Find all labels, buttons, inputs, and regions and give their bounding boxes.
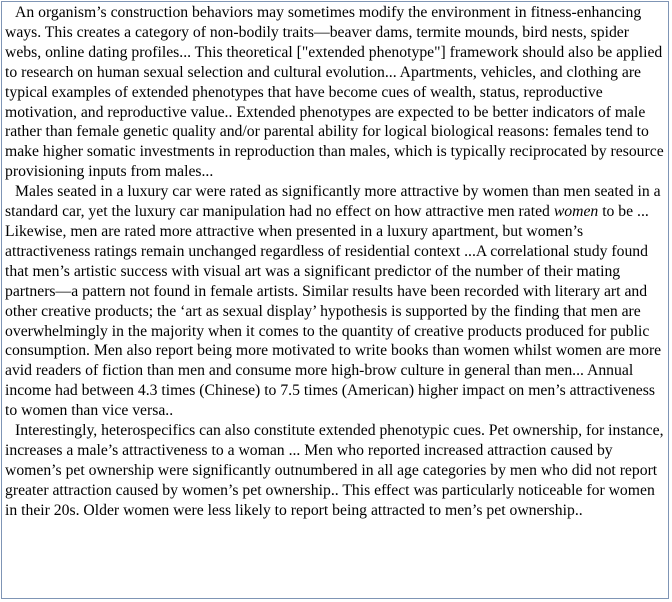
paragraph-2-text-start: Males seated in a luxury car were rated as significantly more attractive by women than men seated in a standard car, yet the luxury car manipulation had no effect on how attractive men rated bbox=[5, 183, 661, 221]
document-body bbox=[2, 2, 668, 521]
paragraph-3 bbox=[5, 421, 665, 521]
paragraph-1 bbox=[5, 3, 665, 182]
text-frame bbox=[1, 1, 669, 599]
paragraph-2-emphasis: women bbox=[553, 203, 599, 221]
paragraph-3-text: Interestingly, heterospecifics can also constitute extended phenotypic cues. Pet ownership, for instance, increases a male’s attractiveness to a woman ... Men who reported increased attraction caused by women’s pet ownership were significantly outnumbered in all age categories by men who did not report greater attraction caused by women’s pet ownership.. This effect was particularly noticeable for women in their 20s. Older women were less likely to report being attracted to men’s pet ownership.. bbox=[5, 422, 664, 519]
paragraph-2-text-end: to be ... Likewise, men are rated more attractive when presented in a luxury apartment, but women’s attractiveness ratings remain unchanged regardless of residential context ...A correlational study found that men’s artistic success with visual art was a significant predictor of the number of their mating partners—a pattern not found in female artists. Similar results have been recorded with literary art and other creative products; the ‘art as sexual display’ hypothesis is supported by the finding that men are overwhelmingly in the majority when it comes to the quantity of creative products produced for public consumption. Men also report being more motivated to write books than women whilst women are more avid readers of fiction than men and consume more high-brow culture in general than men... Annual income had between 4.3 times (Chinese) to 7.5 times (American) higher impact on men’s attractiveness to women than vice versa.. bbox=[5, 203, 662, 420]
paragraph-2 bbox=[5, 182, 665, 421]
paragraph-1-text: An organism’s construction behaviors may sometimes modify the environment in fitness-enhancing ways. This creates a category of non-bodily traits—beaver dams, termite mounds, bird nests, spider webs, online dating profiles... This theoretical ["extended phenotype"] framework should also be applied to research on human sexual selection and cultural evolution... Apartments, vehicles, and clothing are typical examples of extended phenotypes that have become cues of wealth, status, reproductive motivation, and reproductive value.. Extended phenotypes are expected to be better indicators of male rather than female genetic quality and/or parental ability for logical biological reasons: females tend to make higher somatic investments in reproduction than males, which is typically reciprocated by resource provisioning inputs from males... bbox=[5, 4, 664, 181]
